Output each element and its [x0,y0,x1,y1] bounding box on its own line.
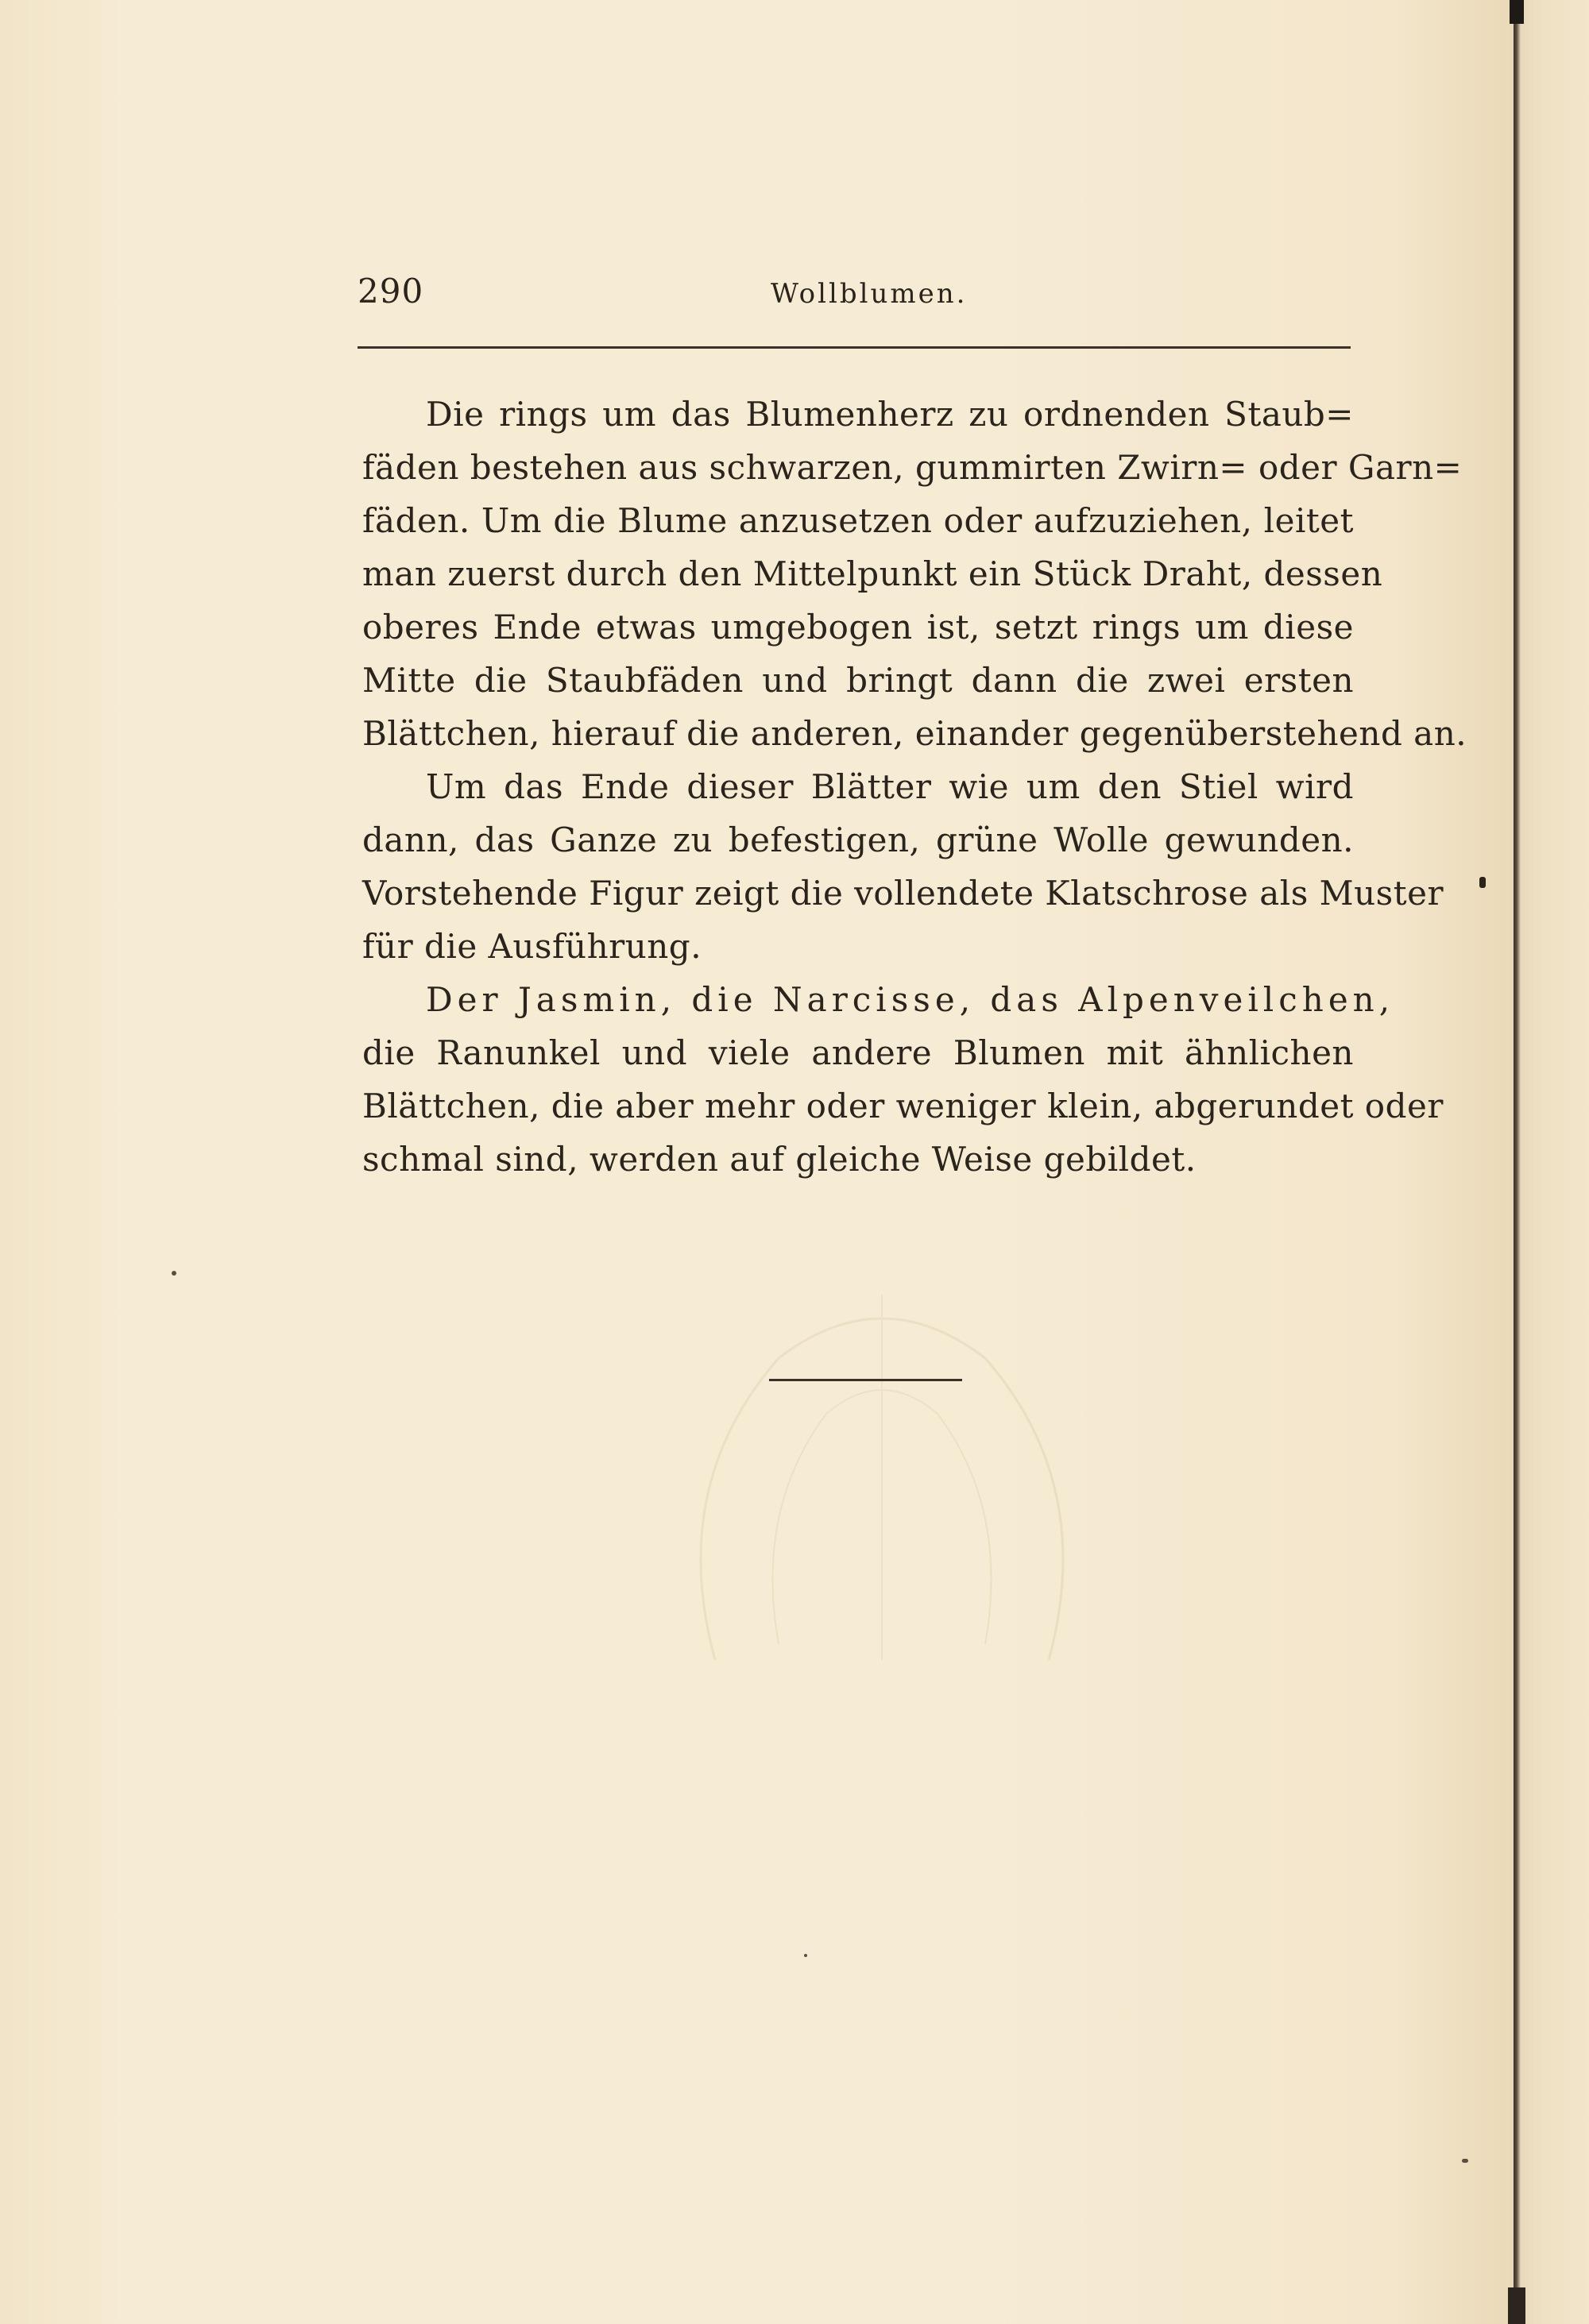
binding-mark [1508,2287,1525,2324]
text-line: schmal sind, werden auf gleiche Weise gebildet. [362,1140,1197,1179]
end-rule [769,1379,962,1381]
text-line: oberes Ende etwas umgebogen ist, setzt rings um diese [362,608,1354,647]
text-line: fäden bestehen aus schwarzen, gummirten Zwirn= oder Garn= [362,448,1463,487]
text-line: Um das Ende dieser Blätter wie um den Stiel wird [426,767,1354,806]
paper-speck [1479,877,1486,888]
text-line: man zuerst durch den Mittelpunkt ein Stück Draht, dessen [362,554,1383,593]
paper-speck [804,1954,807,1957]
paragraph [362,760,1444,973]
paragraph [362,388,1467,760]
header-rule [358,346,1351,349]
text-line: die Ranunkel und viele andere Blumen mit ähnlichen [362,1033,1354,1072]
show-through-figure [620,1247,1144,1692]
text-line: Blättchen, hierauf die anderen, einander gegenüberstehend an. [362,714,1467,753]
page-edge [1514,0,1589,2324]
text-line: Die rings um das Blumenherz zu ordnenden Staub= [426,395,1354,434]
running-head: Wollblumen. [771,278,968,310]
page-number: 290 [358,272,424,311]
text-line: Vorstehende Figur zeigt die vollendete Klatschrose als Muster [362,874,1444,913]
text-line: Der Jasmin, die Narcisse, das Alpenveilchen, [426,980,1395,1019]
paragraph [362,973,1444,1186]
text-line: Blättchen, die aber mehr oder weniger klein, abgerundet oder [362,1087,1444,1125]
text-line: für die Ausführung. [362,927,702,966]
binding-mark [1510,0,1524,24]
body-text [362,388,1467,1186]
paper-speck [172,1271,176,1276]
text-line: dann, das Ganze zu befestigen, grüne Wolle gewunden. [362,820,1354,859]
text-line: Mitte die Staubfäden und bringt dann die zwei ersten [362,661,1354,700]
text-line: fäden. Um die Blume anzusetzen oder aufzuziehen, leitet [362,501,1354,540]
page-header [358,272,1351,319]
paper-speck [1462,2159,1468,2163]
